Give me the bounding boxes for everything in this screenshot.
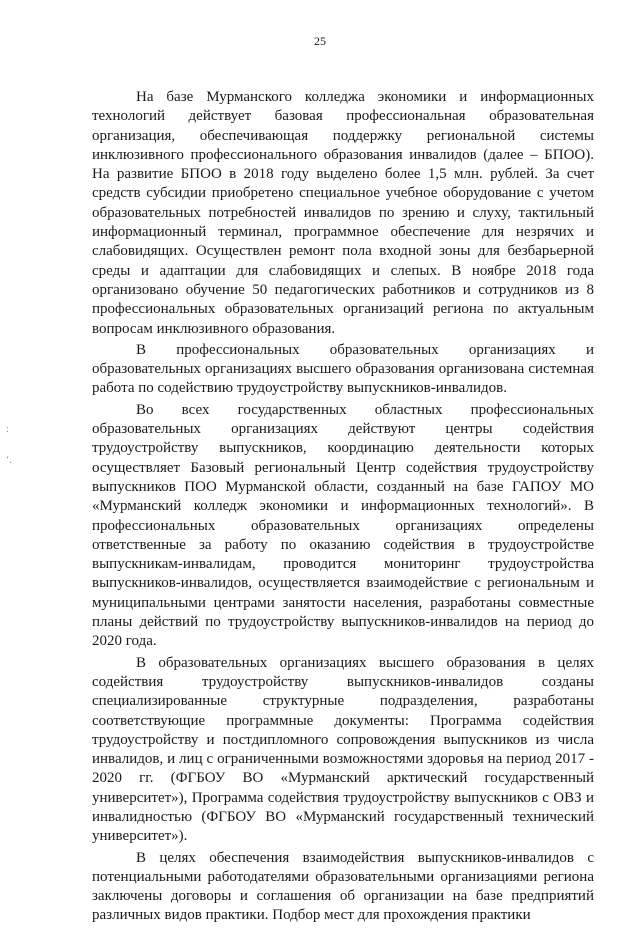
paragraph-employers-cooperation: В целях обеспечения взаимодействия выпускников-инвалидов с потенциальными работодателями образовательными организациями региона заключены договоры и соглашения об организации на базе предприятий различных видов практики. Подбор мест для прохождения практики (92, 849, 594, 924)
margin-scan-mark: ʻ. (6, 455, 12, 466)
paragraph-employment-work: В профессиональных образовательных организациях и образовательных организациях высшего образования организована системная работа по содействию трудоустройству выпускников-инвалидов. (92, 341, 594, 397)
page-number: 25 (314, 34, 326, 48)
paragraph-employment-centers: Во всех государственных областных профессиональных образовательных организациях действуют центры содействия трудоустройству выпускников, координацию деятельности которых осуществляет Базовый региональный Центр содействия трудоустройству выпускников ПОО Мурманской области, созданный на базе ГАПОУ МО «Мурманский колледж экономики и информационных технологий». В профессиональных образовательных организациях определены ответственные за работу по оказанию содействия в трудоустройстве выпускникам-инвалидам, проводится мониторинг трудоустройства выпускников-инвалидов, осуществляется взаимодействие с региональным и муниципальными центрами занятости населения, разработаны совместные планы действий по трудоустройству выпускников-инвалидов на период до 2020 года. (92, 401, 594, 650)
document-body (92, 88, 594, 928)
paragraph-higher-education: В образовательных организациях высшего образования в целях содействия трудоустройству выпускников-инвалидов созданы специализированные структурные подразделения, разработаны соответствующие программные документы: Программа содействия трудоустройству и постдипломного сопровождения выпускников из числа инвалидов, и лиц с ограниченными возможностями здоровья на период 2017 - 2020 гг. (ФГБОУ ВО «Мурманский арктический государственный университет»), Программа содействия трудоустройству выпускников с ОВЗ и инвалидностью (ФГБОУ ВО «Мурманский государственный технический университет»). (92, 654, 594, 845)
paragraph-bpoo: На базе Мурманского колледжа экономики и информационных технологий действует базовая профессиональная образовательная организация, обеспечивающая поддержку региональной системы инклюзивного профессионального образования инвалидов (далее – БПОО). На развитие БПОО в 2018 году выделено более 1,5 млн. рублей. За счет средств субсидии приобретено специальное учебное оборудование с учетом образовательных потребностей инвалидов по зрению и слуху, тактильный информационный терминал, программное обеспечение для незрячих и слабовидящих. Осуществлен ремонт пола входной зоны для безбарьерной среды и адаптации для слабовидящих и слепых. В ноябре 2018 года организовано обучение 50 педагогических работников и сотрудников из 8 профессиональных образовательных организаций региона по актуальным вопросам инклюзивного образования. (92, 89, 594, 337)
margin-scan-mark: : (6, 424, 9, 435)
